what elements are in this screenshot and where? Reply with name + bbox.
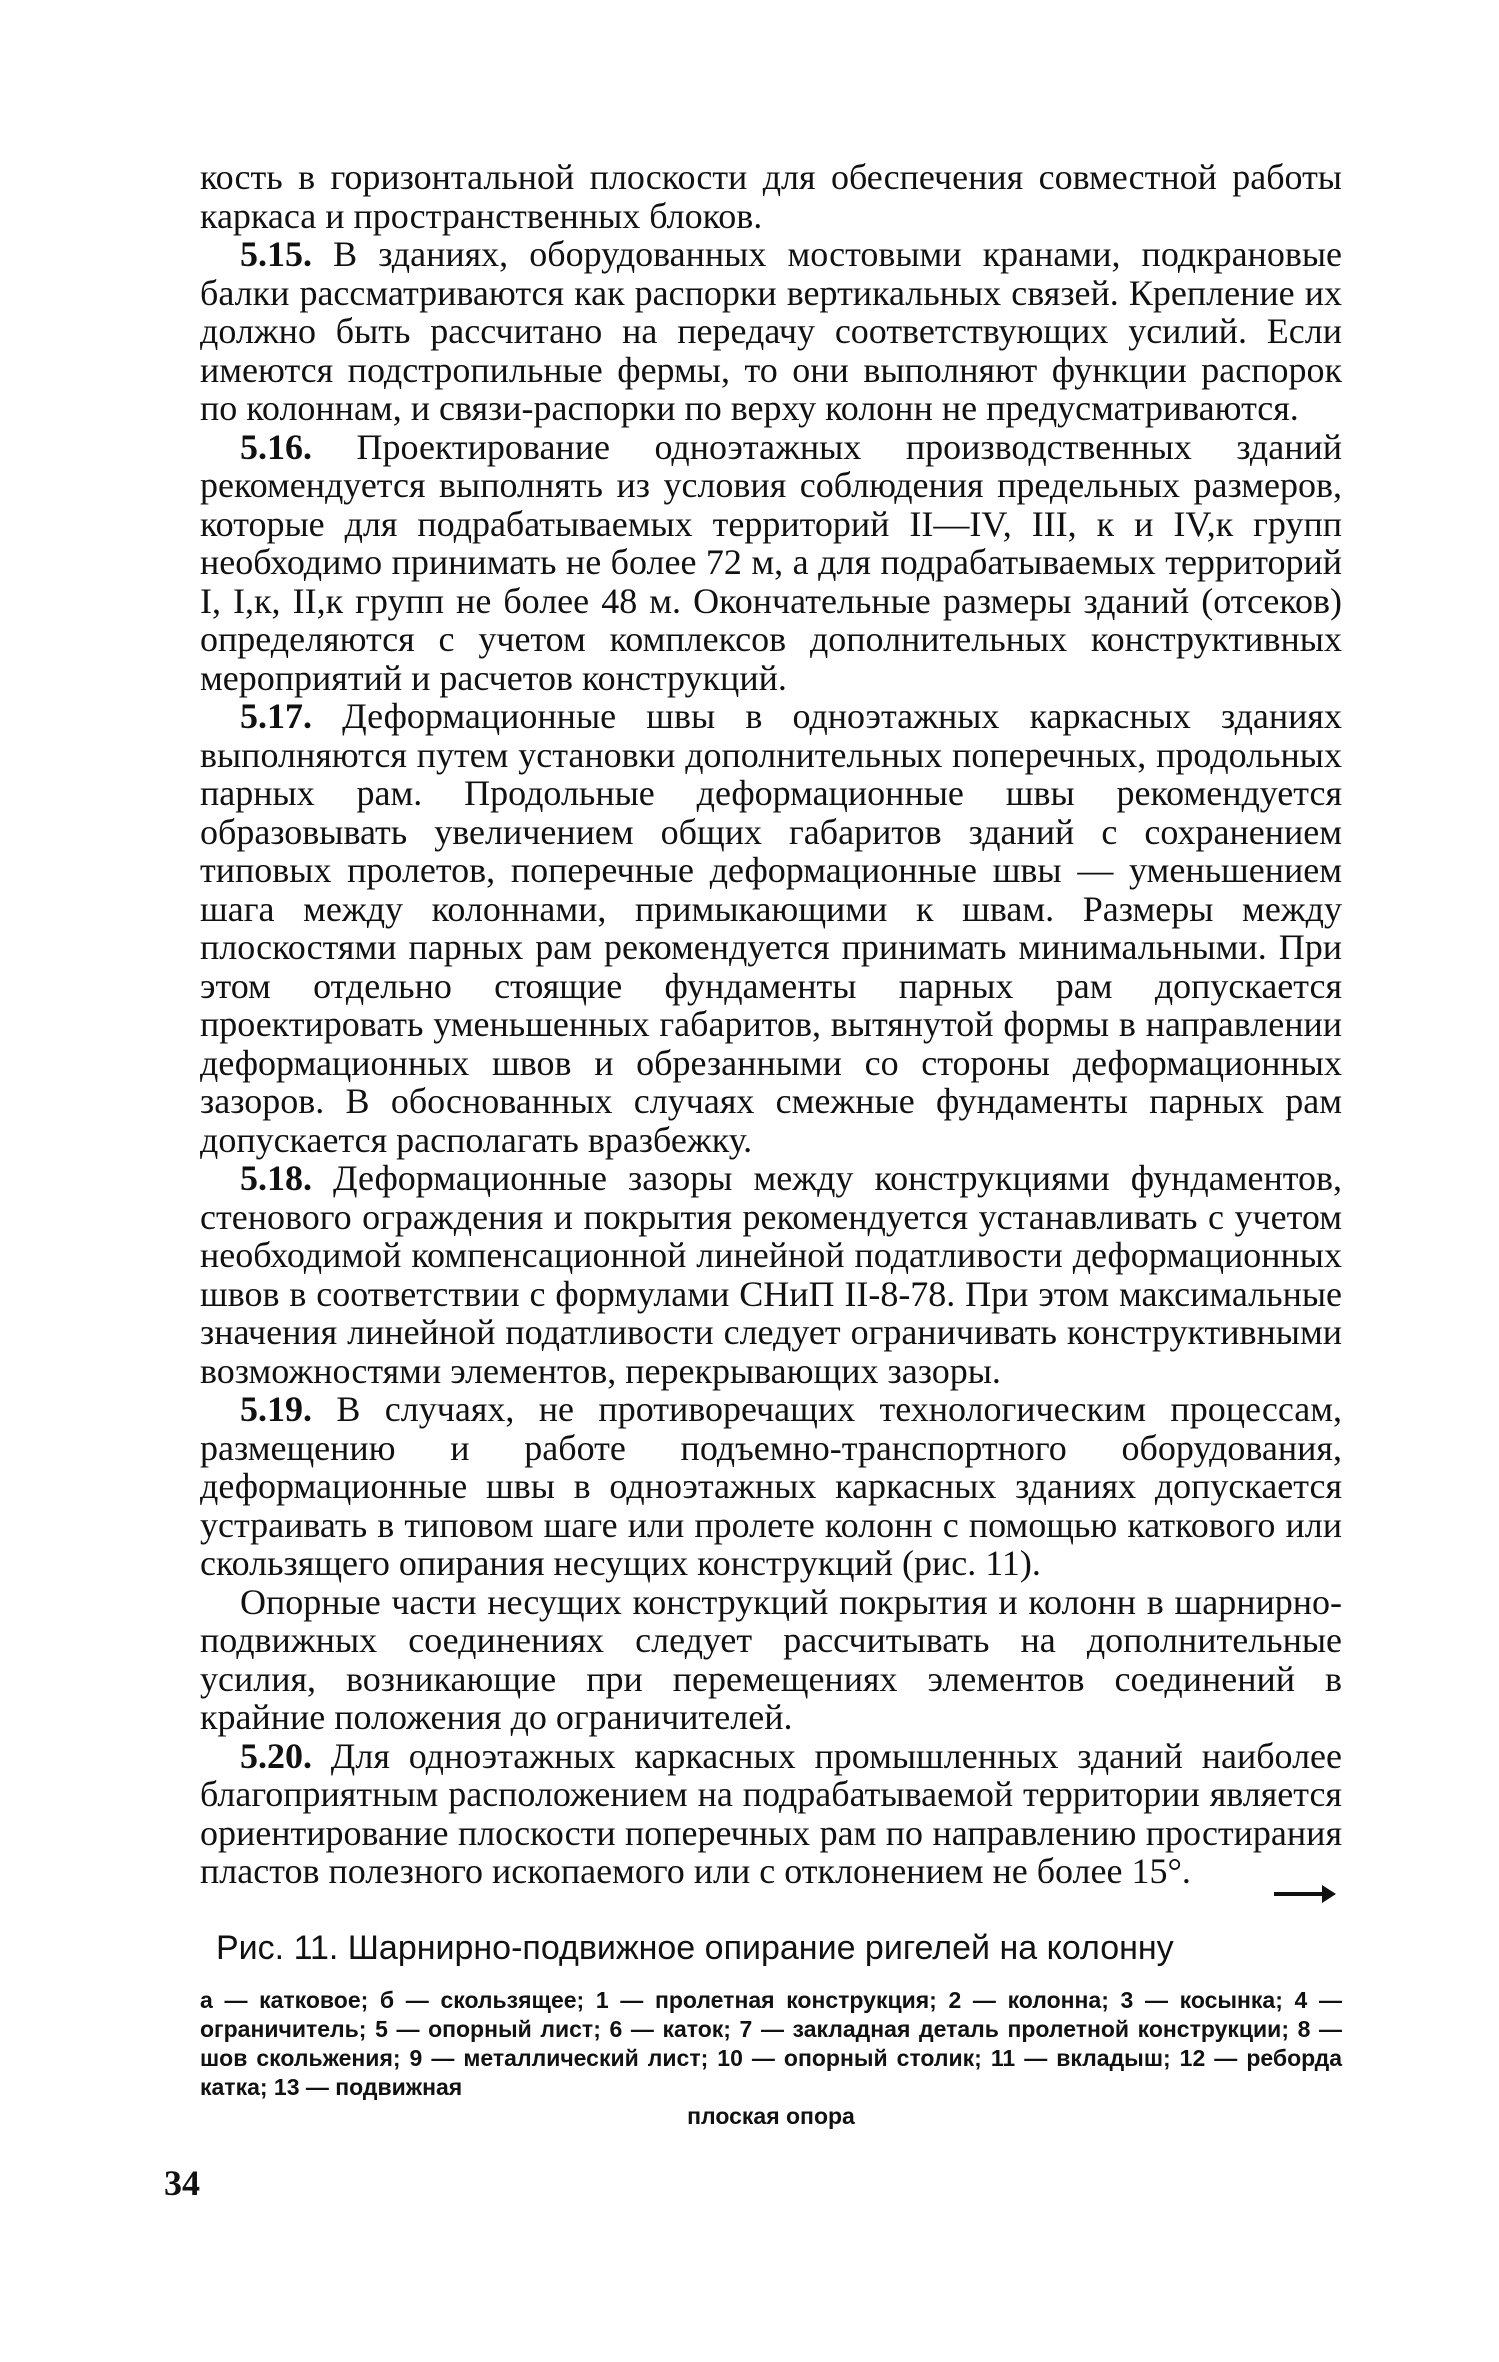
figure-legend-text: а — катковое; б — скользящее; 1 — пролетная конструкция; 2 — колонна; 3 — косынка; 4 — ограничитель; 5 — опорный лист; 6 — каток; 7 — закладная деталь пролетной конструкции; 8 — шов скольжения; 9 — металлический лист; 10 — опорный столик; 11 — вкладыш; 12 — реборда катка; 13 — подвижная xyxy=(200,1987,1342,2100)
arrow-icon xyxy=(1272,1882,1338,1906)
section-number: 5.15. xyxy=(240,234,312,274)
paragraph-5-15: 5.15. В зданиях, оборудованных мостовыми кранами, подкрановые балки рассматриваются как распорки вертикальных связей. Крепление их должно быть рассчитано на передачу соответствующих усилий. Если имеются подстропильные фермы, то они выполняют функции распорок по колоннам, и связи-распорки по верху колонн не предусматриваются. xyxy=(200,234,1342,428)
section-number: 5.16. xyxy=(240,426,312,467)
section-number: 5.20. xyxy=(240,1735,312,1776)
paragraph-5-19: 5.19. В случаях, не противоречащих технологическим процессам, размещению и работе подъемно-транспортного оборудования, деформационные швы в одноэтажных каркасных зданиях допускается устраивать в типовом шаге или пролете колонн с помощью каткового или скользящего опирания несущих конструкций (рис. 11). xyxy=(200,1389,1342,1583)
paragraph-5-16: 5.16. Проектирование одноэтажных производственных зданий рекомендуется выполнять из условия соблюдения предельных размеров, которые для подрабатываемых территорий II—IV, III, к и IV,к групп необходимо принимать не более 72 м, а для подрабатываемых территорий I, I,к, II,к групп не более 48 м. Окончательные размеры зданий (отсеков) определяются с учетом комплексов дополнительных конструктивных мероприятий и расчетов конструкций. xyxy=(200,426,1342,698)
body-text xyxy=(200,158,1342,1891)
figure-legend-last-line: плоская опора xyxy=(687,2103,855,2129)
section-number: 5.17. xyxy=(240,696,312,736)
paragraph-5-17: 5.17. Деформационные швы в одноэтажных каркасных зданиях выполняются путем установки дополнительных поперечных, продольных парных рам. Продольные деформационные швы рекомендуется образовывать увеличением общих габаритов зданий с сохранением типовых пролетов, поперечные деформационные швы — уменьшением шага между колоннами, примыкающими к швам. Размеры между плоскостями парных рам рекомендуется принимать минимальными. При этом отдельно стоящие фундаменты парных рам допускается проектировать уменьшенных габаритов, вытянутой формы в направлении деформационных швов и обрезанными со стороны деформационных зазоров. В обоснованных случаях смежные фундаменты парных рам допускается располагать вразбежку. xyxy=(200,696,1342,1160)
paragraph-continuation: кость в горизонтальной плоскости для обеспечения совместной работы каркаса и пространственных блоков. xyxy=(200,157,1342,236)
section-number: 5.18. xyxy=(240,1158,312,1198)
figure-caption: Рис. 11. Шарнирно-подвижное опирание ригелей на колонну xyxy=(216,1929,1174,1967)
paragraph-supports: Опорные части несущих конструкций покрытия и колонн в шарнирно-подвижных соединениях следует рассчитывать на дополнительные усилия, возникающие при перемещениях элементов соединений в крайние положения до ограничителей. xyxy=(200,1581,1342,1737)
page-number: 34 xyxy=(164,2163,200,2203)
section-number: 5.19. xyxy=(240,1389,312,1429)
figure-legend xyxy=(200,1986,1342,2131)
paragraph-5-18: 5.18. Деформационные зазоры между конструкциями фундаментов, стенового ограждения и покрытия рекомендуется устанавливать с учетом необходимой компенсационной линейной податливости деформационных швов в соответствии с формулами СНиП II-8-78. При этом максимальные значения линейной податливости следует ограничивать конструктивными возможностями элементов, перекрывающих зазоры. xyxy=(200,1158,1342,1391)
paragraph-5-20: 5.20. Для одноэтажных каркасных промышленных зданий наиболее благоприятным расположением на подрабатываемой территории является ориентирование плоскости поперечных рам по направлению простирания пластов полезного ископаемого или с отклонением не более 15°. xyxy=(200,1735,1342,1891)
